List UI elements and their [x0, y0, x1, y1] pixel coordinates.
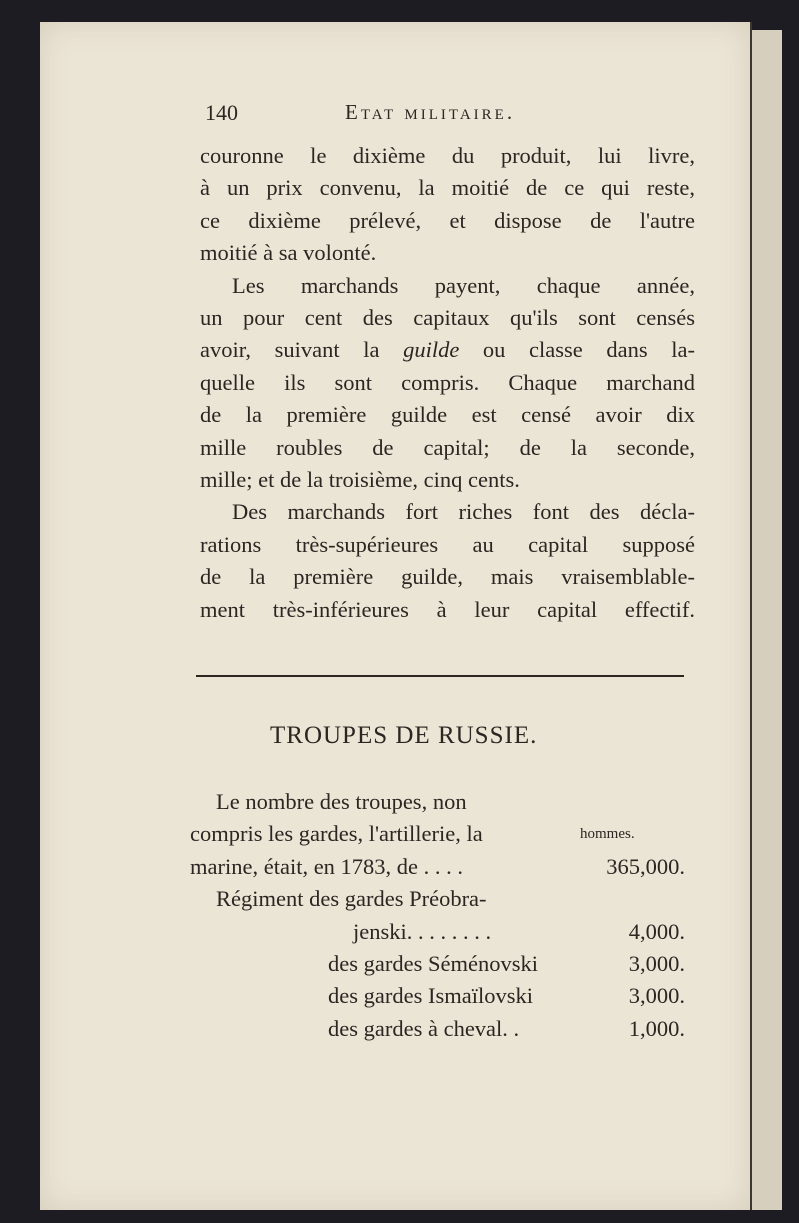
text-segment: avoir, suivant la — [200, 337, 404, 363]
text-line: de la première guilde est censé avoir dix — [200, 402, 695, 428]
text-line: Les marchands payent, chaque année, — [232, 272, 695, 298]
table-row — [190, 883, 685, 915]
table-label: des gardes Séménovski — [328, 950, 538, 976]
text-line: mille; et de la troisième, cinq cents. — [200, 467, 520, 493]
text-line: quelle ils sont compris. Chaque marchand — [200, 369, 695, 395]
running-title: Etat militaire. — [345, 100, 516, 124]
table-row — [190, 980, 685, 1012]
table-value: 4,000. — [628, 918, 685, 944]
paragraph — [200, 496, 695, 626]
paragraph — [200, 140, 695, 270]
page-number: 140 — [205, 100, 238, 125]
table-label: marine, était, en 1783, de . . . . — [190, 853, 464, 879]
text-line: à un prix convenu, la moitié de ce qui reste, — [200, 175, 695, 201]
table-value: 365,000. — [606, 853, 685, 879]
table-value: 3,000. — [628, 983, 685, 1009]
paragraph — [200, 270, 695, 497]
table-value: 3,000. — [628, 950, 685, 976]
table-row — [190, 1013, 685, 1045]
text-line: ce dixième prélevé, et dispose de l'autre — [200, 207, 695, 233]
text-line: Des marchands fort riches font des décla- — [232, 499, 695, 525]
text-line: ment très-inférieures à leur capital effectif. — [200, 596, 695, 622]
text-segment: ou classe dans la- — [459, 337, 695, 363]
table-value: 1,000. — [628, 1015, 685, 1041]
running-head — [205, 100, 685, 130]
text-line: mille roubles de capital; de la seconde, — [200, 434, 695, 460]
section-title: TROUPES DE RUSSIE. — [270, 722, 538, 749]
text-line: moitié à sa volonté. — [200, 240, 377, 266]
table-row — [190, 851, 685, 883]
table-label: Régiment des gardes Préobra- — [216, 886, 487, 912]
unit-label: hommes. — [580, 826, 635, 843]
troops-table — [190, 786, 685, 1045]
table-row — [190, 786, 685, 818]
table-label: compris les gardes, l'artillerie, la — [190, 821, 483, 847]
table-label: jenski. . . . . . . . — [353, 918, 492, 944]
table-row — [190, 818, 685, 850]
italic-term: guilde — [403, 337, 460, 363]
section-divider — [196, 675, 684, 677]
body-text — [200, 140, 695, 626]
table-label: Le nombre des troupes, non — [216, 789, 467, 814]
facing-page-edge — [752, 30, 782, 1210]
text-line — [200, 334, 695, 366]
table-label: des gardes Ismaïlovski — [328, 983, 533, 1009]
text-line: rations très-supérieures au capital supposé — [200, 531, 695, 557]
table-row — [190, 948, 685, 980]
text-line: couronne le dixième du produit, lui livre, — [200, 143, 695, 168]
table-row — [190, 916, 685, 948]
text-line: un pour cent des capitaux qu'ils sont censés — [200, 305, 695, 331]
table-label: des gardes à cheval. . — [328, 1015, 520, 1041]
text-line: de la première guilde, mais vraisemblable- — [200, 564, 695, 590]
